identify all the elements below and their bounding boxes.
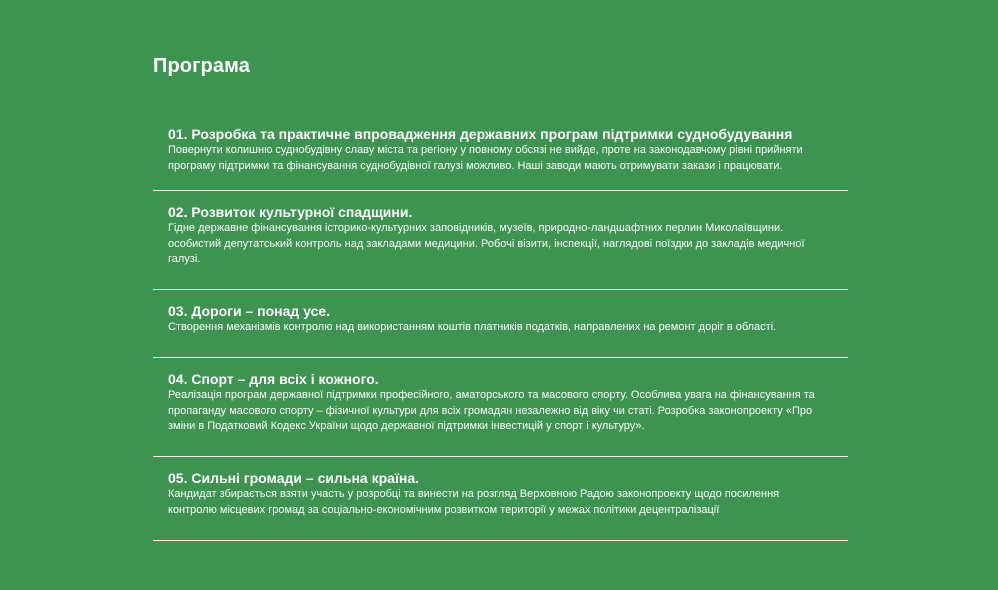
program-item-heading: 02. Розвиток культурної спадщини. bbox=[168, 204, 413, 220]
program-item-text: Кандидат збирається взяти участь у розробці та винести на розгляд Верховною Радою законопроекту щодо посилення контролю місцевих громад за соціально-економічним розвитком території у межах політики децентралізації bbox=[168, 488, 780, 516]
program-item-heading: 04. Спорт – для всіх і кожного. bbox=[168, 371, 379, 387]
program-item-01 bbox=[153, 113, 848, 191]
program-item-text: Реалізація програм державної підтримки професійного, аматорського та масового спорту. Особлива увага на фінансування та пропаганду масового спорту – фізичної культури для всіх громадян незалежно від віку чи статі. Розробка законопроекту «Про зміни в Податковий Кодекс України щодо державної підтримки інвестицій у спорт і культуру». bbox=[168, 389, 815, 432]
program-list bbox=[153, 113, 848, 541]
program-item-05 bbox=[153, 457, 848, 541]
program-item-02 bbox=[153, 191, 848, 290]
program-item-text: Повернути колишню суднобудівну славу міста та регіону у повному обсязі не вийде, проте на законодавчому рівні прийняти програму підтримки та фінансування суднобудівної галузі можливо. Наші заводи мають отримувати закази і працювати. bbox=[168, 144, 803, 172]
program-item-heading: 03. Дороги – понад усе. bbox=[168, 303, 331, 319]
program-item-text: Створення механізмів контролю над використанням коштів платників податків, направлених на ремонт доріг в області. bbox=[168, 321, 777, 333]
program-item-text: Гідне державне фінансування історико-культурних заповідників, музеїв, природно-ландшафтних перлин Миколаївщини. особистий депутатський контроль над закладами медицини. Робочі візити, інспекції, наглядові поїздки до закладів медичної галузі. bbox=[168, 222, 805, 265]
page-title: Програма bbox=[153, 55, 250, 77]
program-item-03 bbox=[153, 290, 848, 358]
program-item-heading: 05. Сильні громади – сильна країна. bbox=[168, 470, 420, 486]
program-item-04 bbox=[153, 358, 848, 457]
program-item-heading: 01. Розробка та практичне впровадження державних програм підтримки суднобудування bbox=[168, 126, 793, 142]
